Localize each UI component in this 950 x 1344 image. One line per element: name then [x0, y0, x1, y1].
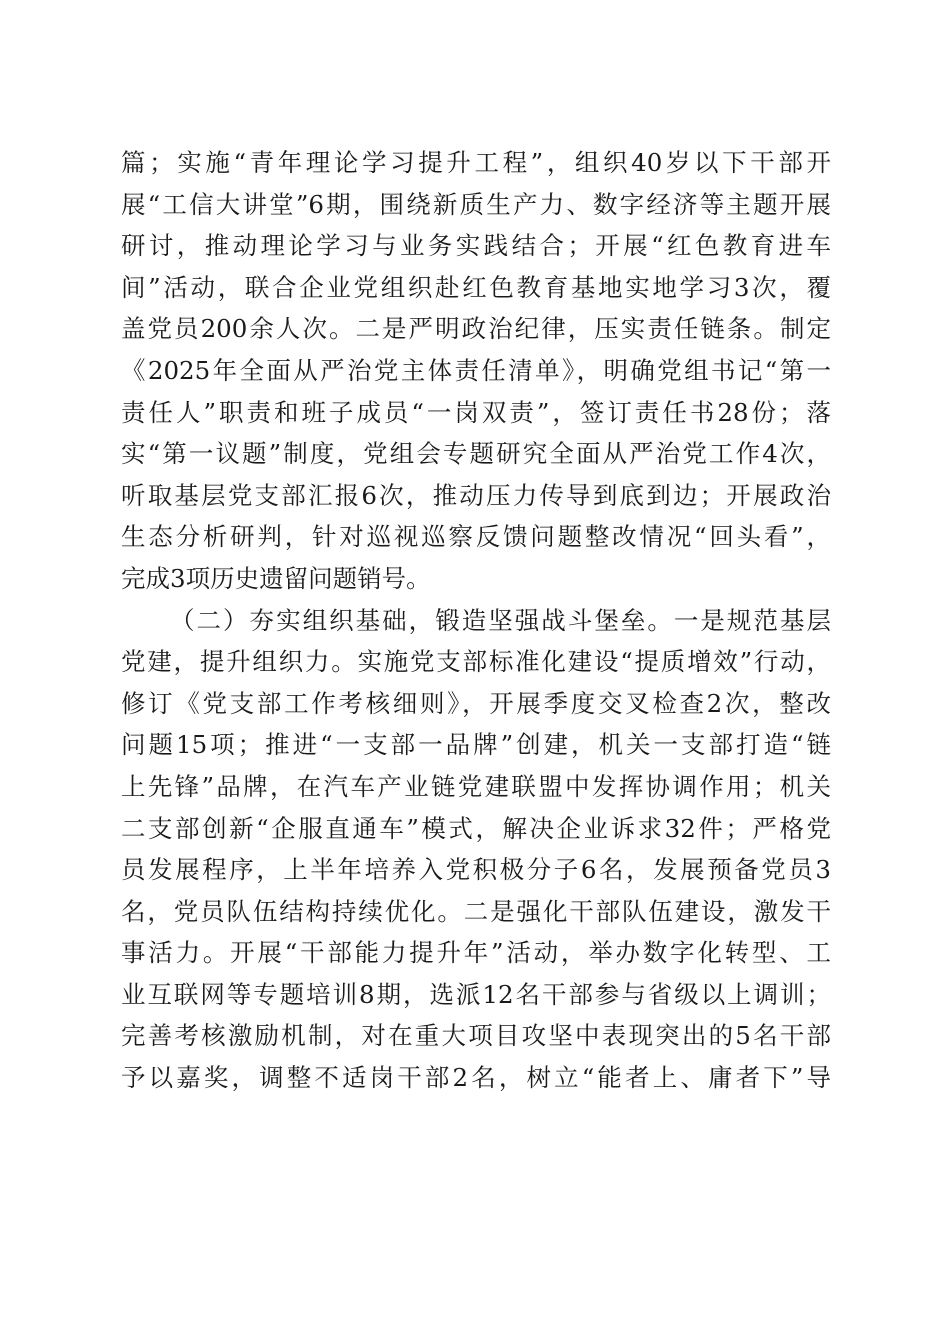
body-text [121, 142, 831, 1099]
text-line: 上先锋”品牌，在汽车产业链党建联盟中发挥协调作用；机关 [121, 771, 831, 801]
text-line: 党建，提升组织力。实施党支部标准化建设“提质增效”行动， [121, 647, 831, 677]
text-line: 二支部创新“企服直通车”模式，解决企业诉求32件；严格党 [121, 813, 831, 843]
text-line: 篇；实施“青年理论学习提升工程”，组织40岁以下干部开 [121, 148, 831, 177]
text-line: 责任人”职责和班子成员“一岗双责”，签订责任书28份；落 [121, 397, 831, 427]
text-line: 《2025年全面从严治党主体责任清单》，明确党组书记“第一 [121, 355, 831, 385]
text-line: 研讨，推动理论学习与业务实践结合；开展“红色教育进车 [121, 231, 831, 261]
text-line: 展“工信大讲堂”6期，围绕新质生产力、数字经济等主题开展 [121, 189, 831, 219]
text-line: 业互联网等专题培训8期，选派12名干部参与省级以上调训； [121, 979, 831, 1009]
text-line: 盖党员200余人次。二是严明政治纪律，压实责任链条。制定 [121, 314, 831, 344]
text-line: 名，党员队伍结构持续优化。二是强化干部队伍建设，激发干 [121, 896, 831, 926]
paragraph-end-line: 完成3项历史遗留问题销号。 [121, 563, 431, 593]
section-heading-line: （二）夯实组织基础，锻造坚强战斗堡垒。一是规范基层 [170, 605, 831, 635]
text-line: 生态分析研判，针对巡视巡察反馈问题整改情况“回头看”， [121, 522, 831, 552]
text-line: 予以嘉奖，调整不适岗干部2名，树立“能者上、庸者下”导 [121, 1063, 831, 1093]
text-line: 听取基层党支部汇报6次，推动压力传导到底到边；开展政治 [121, 480, 831, 510]
text-line: 实“第一议题”制度，党组会专题研究全面从严治党工作4次， [121, 439, 831, 469]
text-line: 完善考核激励机制，对在重大项目攻坚中表现突出的5名干部 [121, 1021, 831, 1051]
text-line: 事活力。开展“干部能力提升年”活动，举办数字化转型、工 [121, 938, 831, 968]
text-line: 问题15项；推进“一支部一品牌”创建，机关一支部打造“链 [121, 730, 831, 760]
text-line: 修订《党支部工作考核细则》，开展季度交叉检查2次，整改 [121, 688, 831, 718]
text-line: 员发展程序，上半年培养入党积极分子6名，发展预备党员3 [121, 855, 831, 885]
text-line: 间”活动，联合企业党组织赴红色教育基地实地学习3次，覆 [121, 272, 831, 302]
